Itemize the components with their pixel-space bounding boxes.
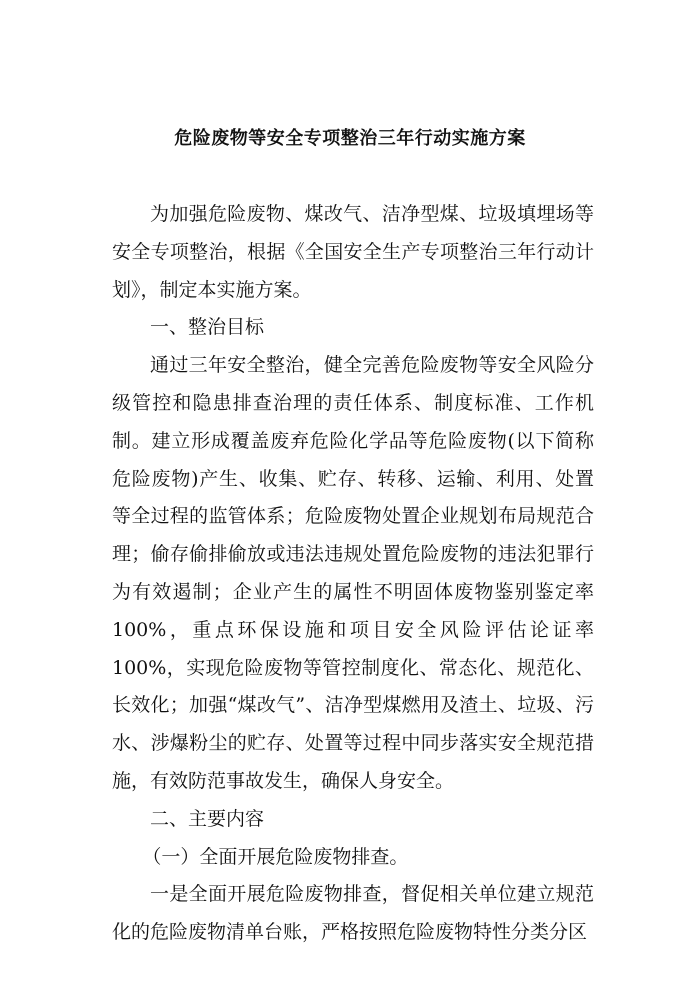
goals-paragraph: 通过三年安全整治，健全完善危险废物等安全风险分级管控和隐患排查治理的责任体系、制度标准、工作机制。建立形成覆盖废弃危险化学品等危险废物(以下简称危险废物)产生、收集、贮存、转移、运输、利用、处置等全过程的监管体系；危险废物处置企业规划布局规范合理；偷存偷排偷放或违法违规处置危险废物的违法犯罪行为有效遏制；企业产生的属性不明固体废物鉴别鉴定率 100%，重点环保设施和项目安全风险评估论证率 100%，实现危险废物等管控制度化、常态化、规范化、长效化；加强“煤改气”、洁净型煤燃用及渣土、垃圾、污水、涉爆粉尘的贮存、处置等过程中同步落实安全规范措施，有效防范事故发生，确保人身安全。 xyxy=(112,354,594,792)
subsection-heading-inspection: （一）全面开展危险废物排查。 xyxy=(142,845,409,868)
document-title: 危险废物等安全专项整治三年行动实施方案 xyxy=(174,128,526,149)
inspection-paragraph: 一是全面开展危险废物排查，督促相关单位建立规范化的危险废物清单台账，严格按照危险废物特性分类分区 xyxy=(112,883,594,944)
section-heading-content: 二、主要内容 xyxy=(150,807,265,830)
section-heading-goals: 一、整治目标 xyxy=(150,316,265,339)
document-body xyxy=(112,196,594,952)
intro-paragraph: 为加强危险废物、煤改气、洁净型煤、垃圾填埋场等安全专项整治，根据《全国安全生产专项整治三年行动计划》，制定本实施方案。 xyxy=(112,203,594,301)
